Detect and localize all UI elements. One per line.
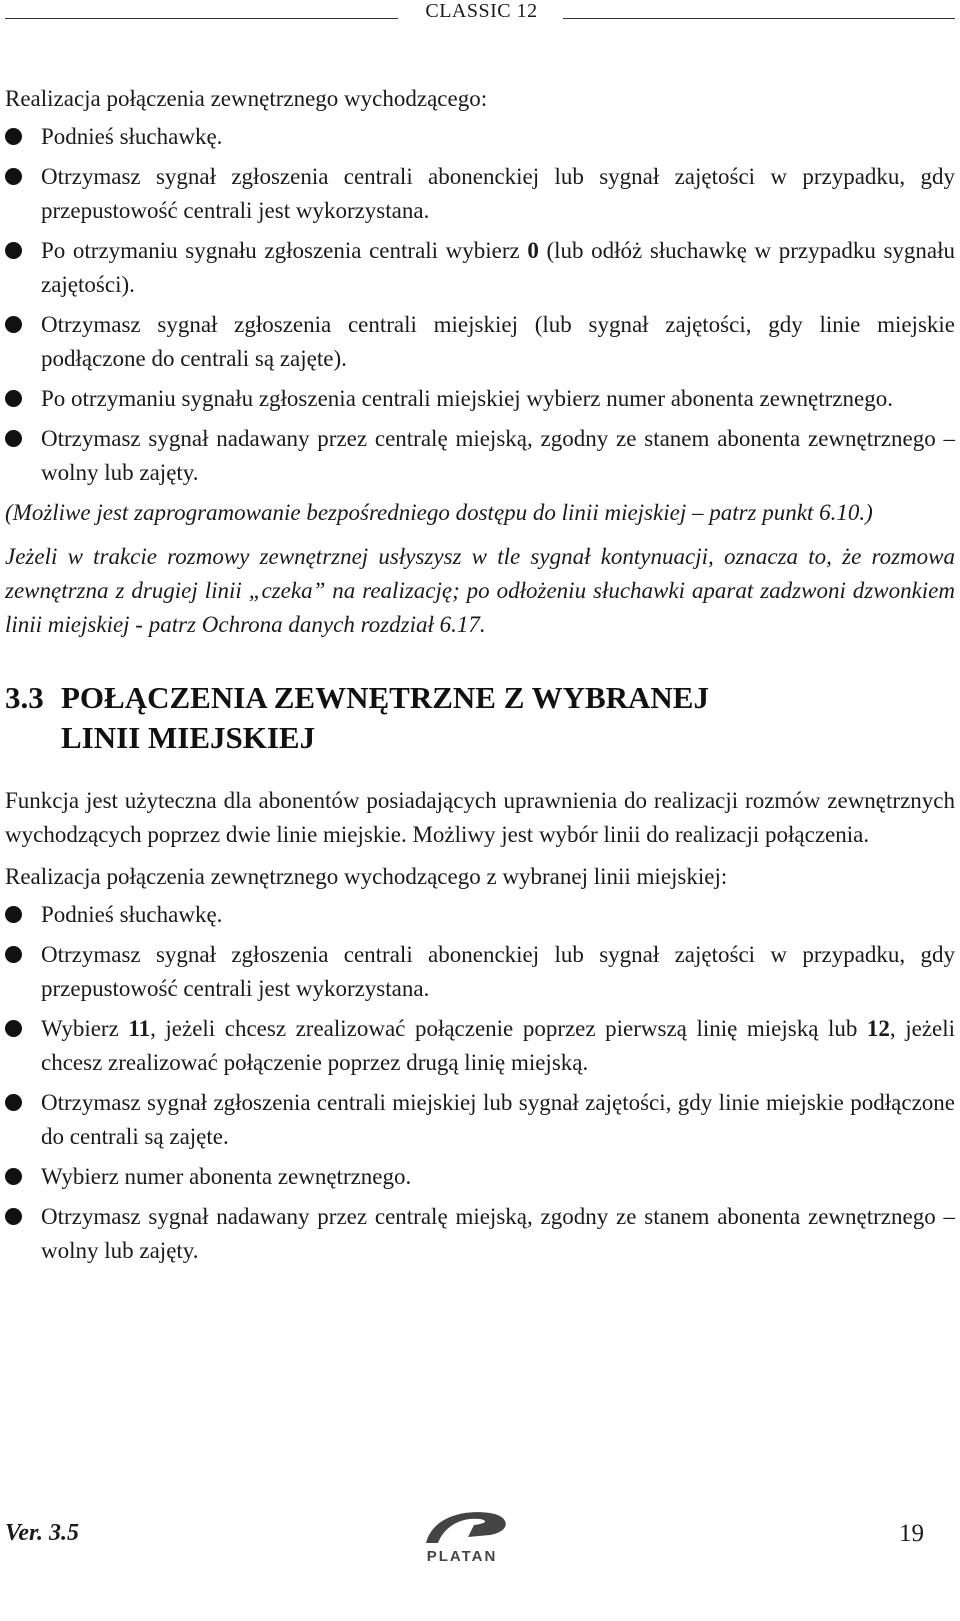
list-item-text: Wybierz numer abonenta zewnętrznego. [41, 1164, 412, 1189]
header-title: CLASSIC 12 [425, 0, 538, 22]
bullet-icon [5, 1020, 22, 1037]
list-item [5, 1086, 955, 1154]
list-item [5, 382, 955, 416]
list-item-text: Otrzymasz sygnał zgłoszenia centrali abonenckiej lub sygnał zajętości w przypadku, gdy przepustowość centrali jest wykorzystana. [41, 942, 955, 1001]
list-item [5, 938, 955, 1006]
list-item-text: Otrzymasz sygnał zgłoszenia centrali miejskiej lub sygnał zajętości, gdy linie miejskie podłączone do centrali są zajęte. [41, 1090, 955, 1149]
list-item [5, 422, 955, 490]
section2-paragraph: Funkcja jest użyteczna dla abonentów posiadających uprawnienia do realizacji rozmów zewnętrznych wychodzących poprzez dwie linie miejskie. Możliwy jest wybór linii do realizacji połączenia. [5, 788, 955, 847]
section2-intro: Realizacja połączenia zewnętrznego wychodzącego z wybranej linii miejskiej: [5, 864, 728, 889]
section-title-line2: LINII MIEJSKIEJ [61, 720, 316, 755]
list-item-text: Otrzymasz sygnał nadawany przez centralę miejską, zgodny ze stanem abonenta zewnętrznego – wolny lub zajęty. [41, 1204, 955, 1263]
bullet-icon [5, 1208, 22, 1225]
bullet-icon [5, 242, 22, 259]
list-item [5, 1160, 955, 1194]
list-item [5, 898, 955, 932]
logo-swoosh [426, 1512, 506, 1543]
section-heading [5, 678, 955, 758]
bullet-icon [5, 1094, 22, 1111]
bullet-icon [5, 906, 22, 923]
running-header [0, 0, 960, 28]
version-label: Ver. 3.5 [5, 1520, 80, 1546]
list-item [5, 1012, 955, 1080]
list-item [5, 120, 955, 154]
note-continuation-signal: Jeżeli w trakcie rozmowy zewnętrznej usłyszysz w tle sygnał kontynuacji, oznacza to, że rozmowa zewnętrzna z drugiej linii „czeka” na realizację; po odłożeniu słuchawki aparat zadzwoni dzwonkiem linii miejskiej - patrz Ochrona danych rozdział 6.17. [5, 544, 955, 637]
bullet-icon [5, 168, 22, 185]
list-item-text: Wybierz [41, 1016, 129, 1041]
page-number: 19 [899, 1520, 924, 1547]
section1-bullet-list [5, 120, 955, 490]
bullet-icon [5, 946, 22, 963]
page-footer [0, 1500, 960, 1621]
header-rule-left [5, 18, 398, 19]
section-title-line1: POŁĄCZENIA ZEWNĘTRZNE Z WYBRANEJ [61, 680, 709, 715]
list-item-text: Otrzymasz sygnał nadawany przez centralę miejską, zgodny ze stanem abonenta zewnętrznego – wolny lub zajęty. [41, 426, 955, 485]
list-item-text: , jeżeli chcesz zrealizować połączenie poprzez pierwszą linię miejską lub [150, 1016, 867, 1041]
bullet-icon [5, 430, 22, 447]
list-item-text: Podnieś słuchawkę. [41, 124, 223, 149]
list-item [5, 308, 955, 376]
list-item-text: Otrzymasz sygnał zgłoszenia centrali miejskiej (lub sygnał zajętości, gdy linie miejskie podłączone do centrali są zajęte). [41, 312, 955, 371]
list-item-text: Podnieś słuchawkę. [41, 902, 223, 927]
section1-intro: Realizacja połączenia zewnętrznego wychodzącego: [5, 86, 488, 111]
list-item [5, 1200, 955, 1268]
list-item-text: Otrzymasz sygnał zgłoszenia centrali abonenckiej lub sygnał zajętości w przypadku, gdy przepustowość centrali jest wykorzystana. [41, 164, 955, 223]
header-rule-right [563, 18, 955, 19]
bullet-icon [5, 1168, 22, 1185]
bullet-icon [5, 316, 22, 333]
list-item-text: Po otrzymaniu sygnału zgłoszenia centrali wybierz [41, 238, 528, 263]
list-item-text: , jeżeli chcesz zrealizować połączenie poprzez drugą linię miejską. [41, 1016, 956, 1075]
list-item-text: Po otrzymaniu sygnału zgłoszenia centrali miejskiej wybierz numer abonenta zewnętrznego. [41, 386, 893, 411]
list-item [5, 160, 955, 228]
list-item-text: (lub odłóż słuchawkę w przypadku sygnału zajętości). [41, 238, 955, 297]
line-key-2: 12 [866, 1016, 890, 1041]
section-number: 3.3 [5, 680, 44, 715]
note-direct-access: (Możliwe jest zaprogramowanie bezpośredniego dostępu do linii miejskiej – patrz punkt 6.10.) [5, 500, 873, 525]
bullet-icon [5, 128, 22, 145]
list-item [5, 234, 955, 302]
line-key-1: 11 [128, 1016, 151, 1041]
section2-bullet-list [5, 898, 955, 1268]
page-content [5, 82, 955, 1274]
dial-key: 0 [527, 238, 539, 263]
bullet-icon [5, 390, 22, 407]
platan-logo [398, 1505, 526, 1565]
logo-text: PLATAN [426, 1548, 498, 1565]
